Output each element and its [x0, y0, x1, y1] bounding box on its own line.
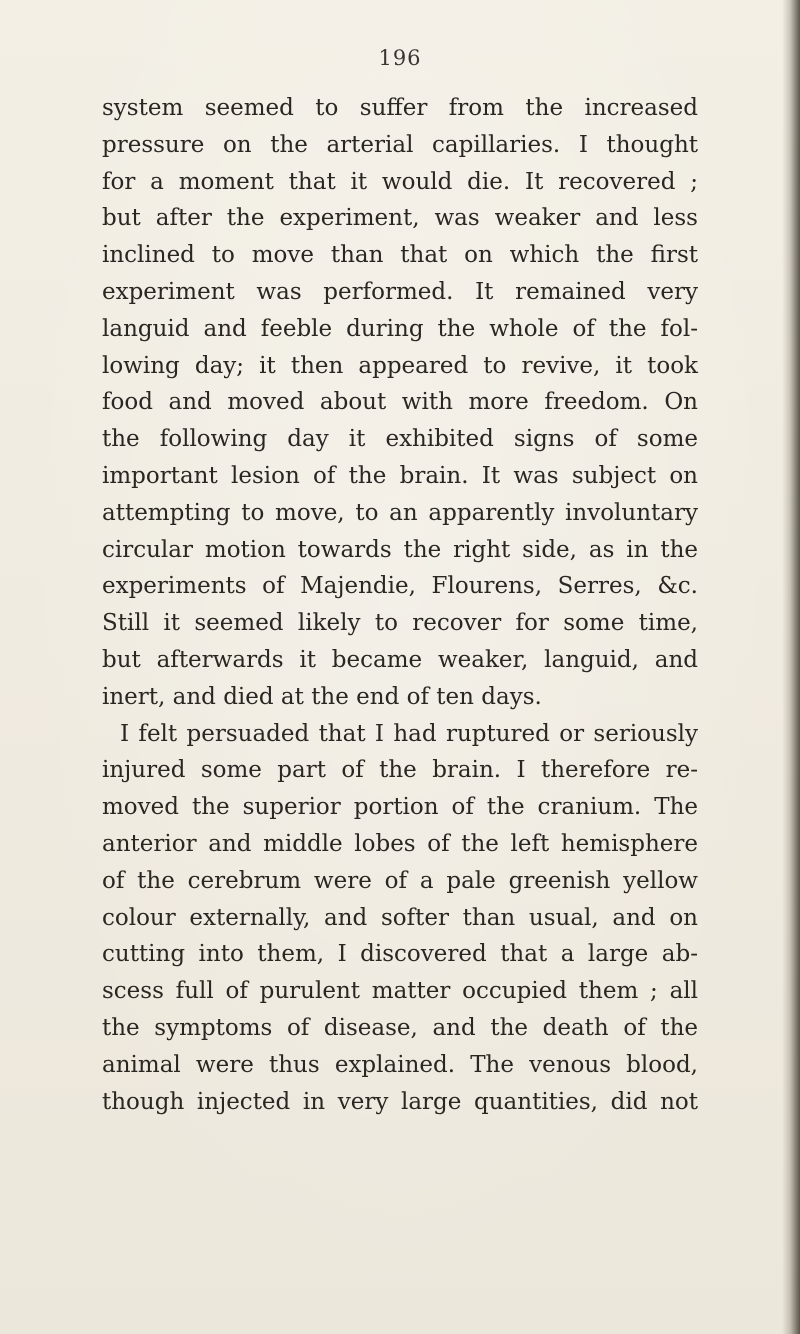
- text-line: experiments of Majendie, Flourens, Serres, &c.: [102, 573, 698, 600]
- text-line: for a moment that it would die. It recovered ;: [102, 168, 698, 195]
- text-line: experiment was performed. It remained very: [102, 278, 698, 305]
- text-line: inclined to move than that on which the first: [102, 242, 698, 269]
- text-line: anterior and middle lobes of the left hemisphere: [102, 830, 698, 857]
- text-line: scess full of purulent matter occupied them ; all: [102, 978, 698, 1005]
- text-line: food and moved about with more freedom. On: [102, 389, 698, 416]
- text-line: inert, and died at the end of ten days.: [102, 683, 542, 710]
- text-line: attempting to move, to an apparently involuntary: [102, 499, 698, 526]
- text-line: important lesion of the brain. It was subject on: [102, 462, 698, 489]
- text-line: pressure on the arterial capillaries. I thought: [102, 131, 698, 158]
- text-line: but after the experiment, was weaker and less: [102, 205, 698, 232]
- text-line: colour externally, and softer than usual, and on: [102, 904, 698, 931]
- text-line: though injected in very large quantities, did not: [102, 1088, 698, 1115]
- text-line: system seemed to suffer from the increased: [102, 95, 698, 121]
- text-line: I felt persuaded that I had ruptured or seriously: [120, 720, 698, 747]
- text-line: circular motion towards the right side, as in the: [102, 536, 698, 563]
- text-line: lowing day; it then appeared to revive, it took: [102, 352, 698, 379]
- text-line: moved the superior portion of the cranium. The: [102, 794, 698, 821]
- page-number: 196: [378, 46, 422, 70]
- text-line: animal were thus explained. The venous blood,: [102, 1051, 698, 1078]
- text-line: injured some part of the brain. I therefore re-: [102, 757, 698, 784]
- body-text: [102, 90, 698, 1120]
- page-edge-shadow: [782, 0, 800, 1334]
- text-line: of the cerebrum were of a pale greenish yellow: [102, 867, 698, 894]
- text-line: but afterwards it became weaker, languid, and: [102, 646, 698, 673]
- text-line: the following day it exhibited signs of some: [102, 426, 698, 453]
- text-line: languid and feeble during the whole of the fol-: [102, 315, 698, 342]
- text-line: Still it seemed likely to recover for some time,: [102, 610, 698, 637]
- text-line: cutting into them, I discovered that a large ab-: [102, 941, 698, 968]
- text-line: the symptoms of disease, and the death of the: [102, 1014, 698, 1041]
